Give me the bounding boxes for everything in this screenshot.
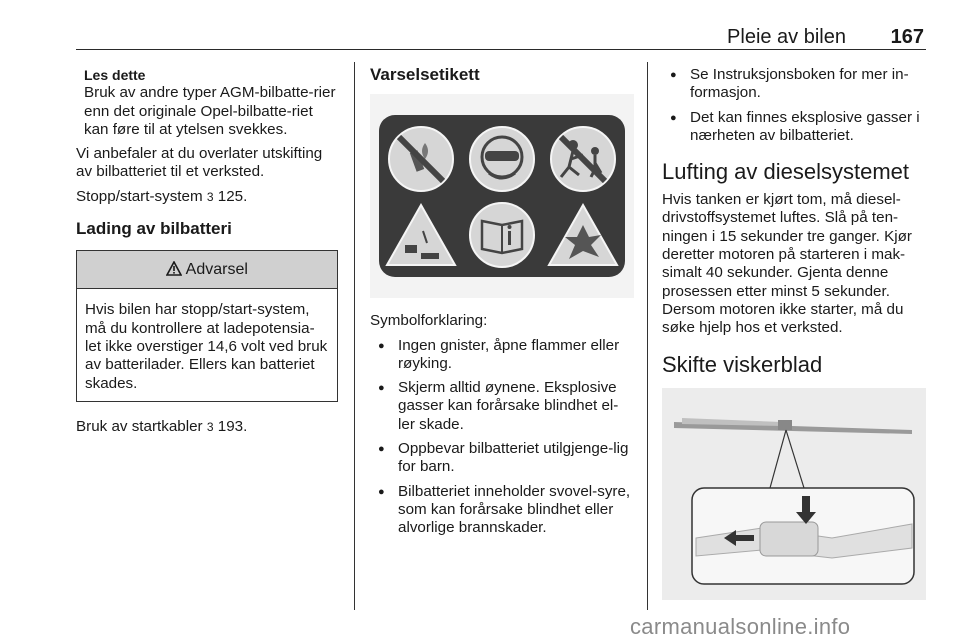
page-ref-link[interactable]: 125. — [217, 187, 248, 205]
reference-paragraph — [76, 188, 338, 206]
page-header — [76, 0, 926, 50]
no-flame-icon — [389, 127, 453, 191]
column-divider — [647, 62, 648, 610]
list-item: ● Ingen gnister, åpne flammer eller røyking. — [370, 337, 634, 374]
note-text: Bruk av andre typer AGM-bilbatte-rier enn det originale Opel-bilbatte-riet kan føre til at ytelsen svekkes. — [84, 84, 336, 138]
symbol-legend-list — [370, 337, 634, 538]
label-illustration — [377, 113, 627, 279]
warning-box — [76, 250, 338, 401]
page-ref-icon: 3 — [206, 189, 214, 204]
legend-title: Symbolforklaring: — [370, 312, 488, 330]
page-ref-icon: 3 — [206, 419, 214, 434]
page-number: 167 — [890, 26, 924, 48]
list-item: ● Oppbevar bilbatteriet utilgjenge-lig for barn. — [370, 440, 634, 477]
paragraph: Vi anbefaler at du overlater utskifting av bilbatteriet til et verksted. — [76, 145, 323, 181]
eye-protection-icon — [470, 127, 534, 191]
section-heading: Varselsetikett — [370, 65, 480, 84]
list-item: ● Bilbatteriet inneholder svovel-syre, som kan forårsake blindhet eller alvorlige brannskader. — [370, 483, 634, 538]
reference-text: Bruk av startkabler — [76, 417, 203, 435]
watermark: carmanualsonline.info — [630, 614, 851, 639]
section-heading: Lufting av dieselsystemet — [662, 159, 910, 185]
paragraph: Hvis tanken er kjørt tom, må diesel-drivstoffsystemet luftes. Slå på ten-ningen i 15 sekunder tre ganger. Kjør deretter motoren på starteren i mak-simalt 40 sekunder. Gjenta denne prosessen etter minst 5 sekunder. Dersom motoren ikke starter, må du søke hjelp hos et verksted. — [662, 191, 912, 337]
manual-book-icon — [470, 203, 534, 267]
note-title: Les dette — [84, 67, 146, 83]
list-item: ● Skjerm alltid øynene. Eksplosive gasser kan forårsake blindhet el-ler skade. — [370, 379, 634, 434]
keep-children-away-icon — [551, 127, 615, 191]
list-item: ● Se Instruksjonsboken for mer in-formasjon. — [662, 66, 928, 103]
list-item: ● Det kan finnes eksplosive gasser i nærheten av bilbatteriet. — [662, 109, 928, 146]
page-ref-link[interactable]: 193. — [217, 417, 248, 435]
column-middle — [370, 66, 634, 538]
section-heading: Skifte viskerblad — [662, 351, 823, 377]
reference-paragraph — [76, 418, 338, 436]
reference-text: Stopp/start-system — [76, 187, 203, 205]
column-right — [662, 66, 928, 600]
symbol-legend-list-continued — [662, 66, 928, 145]
warning-header — [77, 251, 337, 289]
section-heading: Lading av bilbatteri — [76, 219, 232, 239]
wiper-blade-illustration — [662, 388, 926, 600]
header-title: Pleie av bilen — [727, 26, 846, 48]
column-left — [76, 66, 338, 436]
warning-body: Hvis bilen har stopp/start-system, må du kontrollere at ladepotensia-let ikke overstiger 14,6 volt ved bruk av batterilader. Ellers kan batteriet skades. — [85, 301, 328, 392]
warning-triangle-icon — [166, 261, 182, 276]
warning-title: Advarsel — [185, 261, 248, 279]
battery-warning-label — [370, 94, 634, 298]
column-divider — [354, 62, 355, 610]
